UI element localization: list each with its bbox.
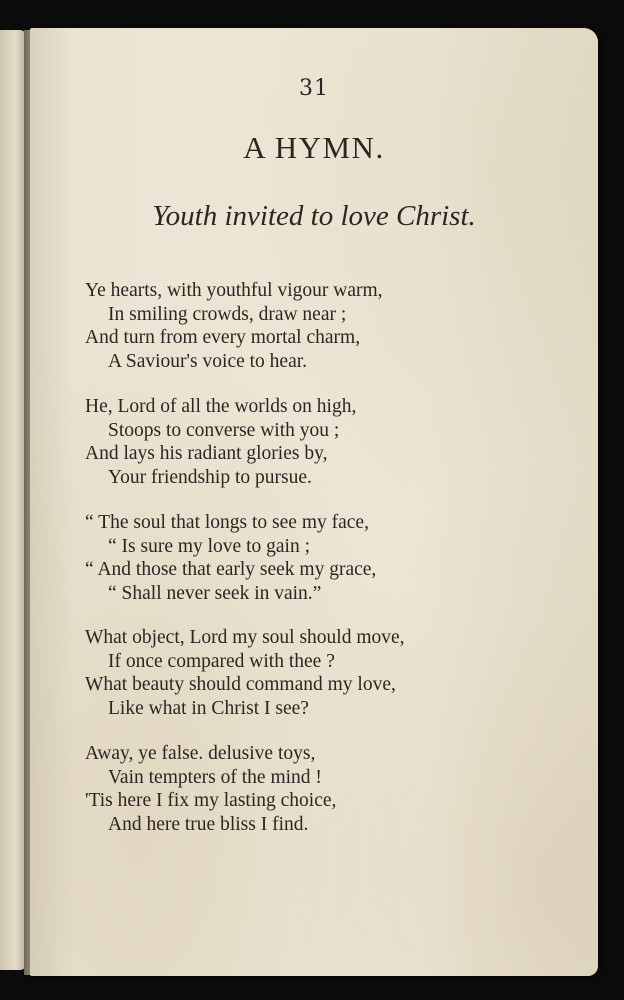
page-number: 31 bbox=[299, 76, 329, 101]
verse-line: And here true bliss I find. bbox=[108, 813, 309, 835]
book-page bbox=[30, 28, 598, 976]
verse-line: 'Tis here I fix my lasting choice, bbox=[85, 790, 337, 811]
verse-line: If once compared with thee ? bbox=[108, 650, 335, 672]
verse-line: What object, Lord my soul should move, bbox=[85, 627, 405, 648]
verse-line: Like what in Christ I see? bbox=[108, 697, 309, 719]
verse-line: “ The soul that longs to see my face, bbox=[85, 512, 369, 533]
verse-line: Away, ye false. delusive toys, bbox=[85, 743, 316, 764]
verse-line: He, Lord of all the worlds on high, bbox=[85, 396, 357, 417]
stanza-5 bbox=[85, 742, 565, 836]
verse-line: And lays his radiant glories by, bbox=[85, 443, 328, 464]
facing-page-edge bbox=[0, 30, 26, 970]
verse-line: A Saviour's voice to hear. bbox=[108, 350, 308, 372]
stanza-2 bbox=[85, 395, 565, 489]
verse-line: Stoops to converse with you ; bbox=[108, 419, 340, 441]
verse-line: What beauty should command my love, bbox=[85, 674, 396, 695]
hymn-subtitle: Youth invited to love Christ. bbox=[152, 200, 476, 232]
verse-line: “ Is sure my love to gain ; bbox=[108, 535, 310, 557]
hymn-title: A HYMN. bbox=[243, 130, 385, 165]
verse-line: Vain tempters of the mind ! bbox=[108, 766, 322, 788]
verse-line: “ And those that early seek my grace, bbox=[85, 559, 377, 580]
verse-line: And turn from every mortal charm, bbox=[85, 327, 361, 348]
verse-line: “ Shall never seek in vain.” bbox=[108, 582, 322, 604]
stanza-4 bbox=[85, 626, 565, 720]
verse-line: In smiling crowds, draw near ; bbox=[108, 303, 347, 325]
verse-line: Ye hearts, with youthful vigour warm, bbox=[85, 280, 383, 301]
stanza-3 bbox=[85, 511, 565, 605]
stanza-1 bbox=[85, 279, 565, 373]
verse-line: Your friendship to pursue. bbox=[108, 466, 312, 488]
